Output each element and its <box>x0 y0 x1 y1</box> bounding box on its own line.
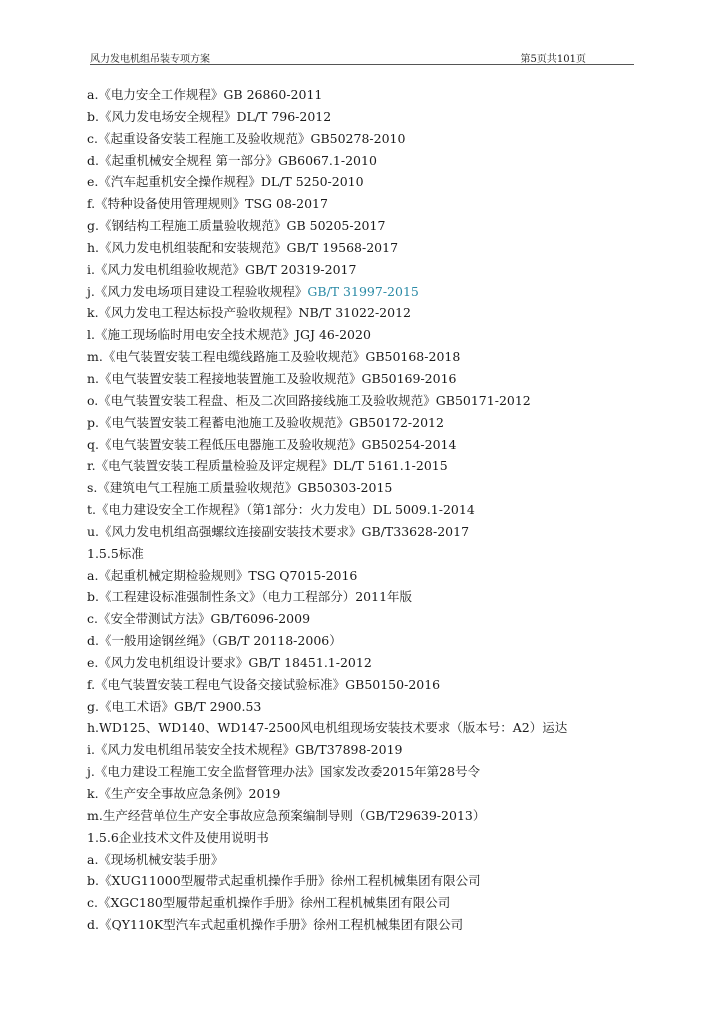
line-text: l.《施工现场临时用电安全技术规范》JGJ 46-2020 <box>87 327 371 343</box>
line-text: m.生产经营单位生产安全事故应急预案编制导则（GB/T29639-2013） <box>87 807 486 823</box>
line-text: t.《电力建设安全工作规程》（第1部分：火力发电）DL 5009.1-2014 <box>87 502 475 518</box>
line-text: 1.5.6企业技术文件及使用说明书 <box>87 829 269 845</box>
text-line <box>87 914 647 936</box>
line-text: b.《风力发电场安全规程》DL/T 796-2012 <box>87 108 332 124</box>
text-line <box>87 128 647 150</box>
line-text: r.《电气装置安装工程质量检验及评定规程》DL/T 5161.1-2015 <box>87 458 448 474</box>
line-text: c.《安全带测试方法》GB/T6096-2009 <box>87 611 311 627</box>
line-text: i.《风力发电机组验收规范》GB/T 20319-2017 <box>87 261 357 277</box>
text-line <box>87 630 647 652</box>
line-text: 1.5.5标准 <box>87 545 144 561</box>
text-line <box>87 761 647 783</box>
line-text: u.《风力发电机组高强螺纹连接副安装技术要求》GB/T33628-2017 <box>87 523 470 539</box>
line-text: e.《风力发电机组设计要求》GB/T 18451.1-2012 <box>87 654 372 670</box>
text-line <box>87 696 647 718</box>
line-text: b.《XUG11000型履带式起重机操作手册》徐州工程机械集团有限公司 <box>87 873 481 889</box>
line-text: j.《电力建设工程施工安全监督管理办法》国家发改委2015年第28号令 <box>87 764 481 780</box>
line-text: q.《电气装置安装工程低压电器施工及验收规范》GB50254-2014 <box>87 436 457 452</box>
line-text: o.《电气装置安装工程盘、柜及二次回路接线施工及验收规范》GB50171-2012 <box>87 392 531 408</box>
line-text: k.《风力发电工程达标投产验收规程》NB/T 31022-2012 <box>87 305 411 321</box>
text-line <box>87 412 647 434</box>
line-text: a.《起重机械定期检验规则》TSG Q7015-2016 <box>87 567 358 583</box>
text-line <box>87 739 647 761</box>
line-text: a.《现场机械安装手册》 <box>87 851 224 867</box>
line-text: g.《钢结构工程施工质量验收规范》GB 50205-2017 <box>87 218 386 234</box>
text-line <box>87 652 647 674</box>
standard-code-link[interactable]: GB/T 31997-2015 <box>307 283 419 299</box>
line-text: p.《电气装置安装工程蓄电池施工及验收规范》GB50172-2012 <box>87 414 444 430</box>
line-text: m.《电气装置安装工程电缆线路施工及验收规范》GB50168-2018 <box>87 349 461 365</box>
line-text: d.《QY110K型汽车式起重机操作手册》徐州工程机械集团有限公司 <box>87 917 464 933</box>
text-line <box>87 892 647 914</box>
text-line <box>87 521 647 543</box>
text-line <box>87 106 647 128</box>
line-text: n.《电气装置安装工程接地装置施工及验收规范》GB50169-2016 <box>87 370 457 386</box>
page-number: 第5页共101页 <box>520 54 586 65</box>
text-line <box>87 324 647 346</box>
line-text: e.《汽车起重机安全操作规程》DL/T 5250-2010 <box>87 174 364 190</box>
text-line <box>87 150 647 172</box>
text-line <box>87 368 647 390</box>
text-line <box>87 849 647 871</box>
line-text: k.《生产安全事故应急条例》2019 <box>87 786 281 801</box>
line-text: f.《电气装置安装工程电气设备交接试验标准》GB50150-2016 <box>87 676 441 692</box>
text-line <box>87 870 647 892</box>
text-line <box>87 281 647 303</box>
line-text: d.《一般用途钢丝绳》（GB/T 20118-2006） <box>87 633 342 649</box>
text-line <box>87 477 647 499</box>
text-line <box>87 215 647 237</box>
document-title: 风力发电机组吊装专项方案 <box>90 54 210 65</box>
text-line <box>87 171 647 193</box>
line-text: a.《电力安全工作规程》GB 26860-2011 <box>87 87 323 102</box>
line-text: j.《风力发电场项目建设工程验收规程》 <box>87 283 308 299</box>
text-line <box>87 499 647 521</box>
text-line <box>87 302 647 324</box>
text-line <box>87 586 647 608</box>
text-line <box>87 455 647 477</box>
text-line <box>87 565 647 587</box>
text-line <box>87 805 647 827</box>
text-line <box>87 827 647 849</box>
text-line <box>87 193 647 215</box>
text-line <box>87 237 647 259</box>
line-text: s.《建筑电气工程施工质量验收规范》GB50303-2015 <box>87 480 393 496</box>
text-line <box>87 543 647 565</box>
line-text: h.WD125、WD140、WD147-2500风电机组现场安装技术要求（版本号：A2）运达 <box>87 720 568 736</box>
text-line <box>87 783 647 805</box>
line-text: f.《特种设备使用管理规则》TSG 08-2017 <box>87 196 328 212</box>
page-header <box>90 50 634 65</box>
text-line <box>87 717 647 739</box>
line-text: c.《XGC180型履带起重机操作手册》徐州工程机械集团有限公司 <box>87 895 451 911</box>
text-line <box>87 346 647 368</box>
text-line <box>87 434 647 456</box>
line-text: h.《风力发电机组装配和安装规范》GB/T 19568-2017 <box>87 239 399 255</box>
line-text: d.《起重机械安全规程 第一部分》GB6067.1-2010 <box>87 152 377 168</box>
document-body <box>87 84 647 936</box>
line-text: i.《风力发电机组吊装安全技术规程》GB/T37898-2019 <box>87 742 403 758</box>
line-text: g.《电工术语》GB/T 2900.53 <box>87 698 262 714</box>
text-line <box>87 674 647 696</box>
text-line <box>87 608 647 630</box>
text-line <box>87 390 647 412</box>
text-line <box>87 259 647 281</box>
text-line <box>87 84 647 106</box>
line-text: b.《工程建设标准强制性条文》（电力工程部分）2011年版 <box>87 589 413 605</box>
line-text: c.《起重设备安装工程施工及验收规范》GB50278-2010 <box>87 130 406 146</box>
